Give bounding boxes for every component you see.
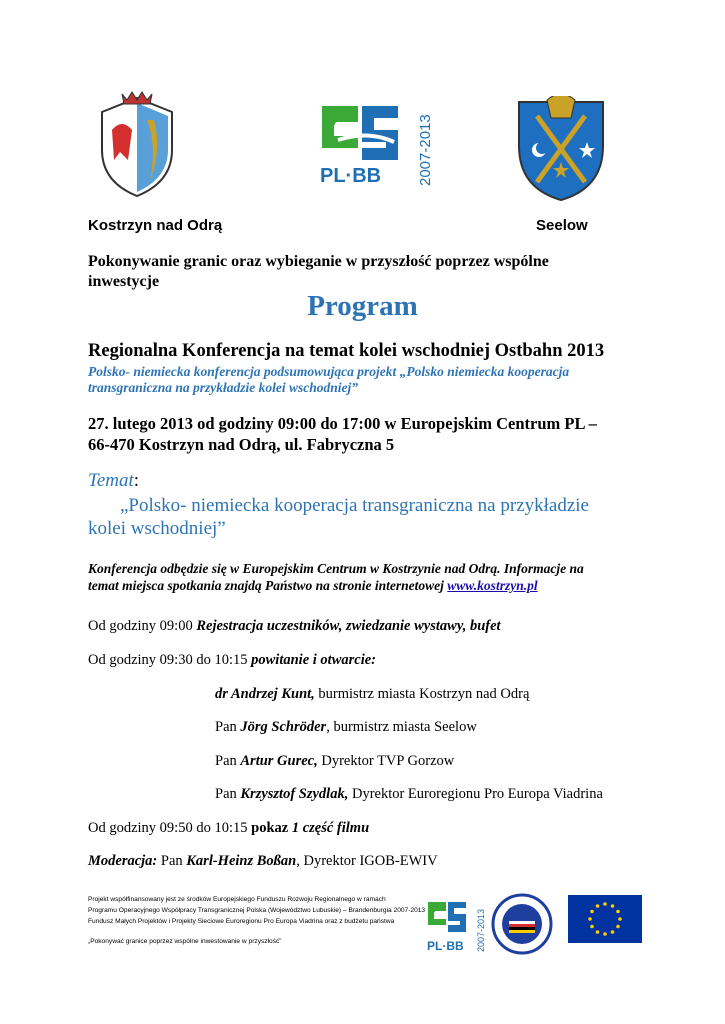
- footer-line-2: Programu Operacyjnego Współpracy Transgranicznej Polska (Województwo Lubuskie) – Brandenburgia 2007-2013: [88, 907, 426, 914]
- footer-line-3: Fundusz Małych Projektów i Projekty Sieciowe Euroregionu Pro Europa Viadrina oraz z budżetu państwa: [88, 918, 395, 925]
- moderation-prefix: Pan: [160, 853, 183, 869]
- topic-heading: [88, 470, 139, 492]
- footer-logo-text: PL·BB: [427, 939, 464, 953]
- speaker-row: [215, 719, 477, 736]
- topic-text: [88, 494, 589, 540]
- footer-line-1: Projekt współfinansowany jest ze środków Europejskiego Funduszu Rozwoju Regionalnego w ramach: [88, 896, 386, 903]
- conference-summary-line-2: transgraniczna na przykładzie kolei wschodniej”: [88, 380, 359, 395]
- speaker-name: dr Andrzej Kunt,: [215, 686, 315, 702]
- logo-years: 2007-2013: [417, 114, 434, 186]
- topic-line-2: kolei wschodniej”: [88, 518, 226, 539]
- schedule-registration: [88, 618, 501, 635]
- schedule-film: [88, 820, 369, 837]
- speaker-role: Dyrektor Euroregionu Pro Europa Viadrina: [351, 786, 603, 802]
- speaker-prefix: Pan: [215, 753, 237, 769]
- subtitle-line-1: Pokonywanie granic oraz wybieganie w przyszłość poprzez wspólne: [88, 253, 549, 270]
- info-paragraph: [88, 560, 584, 594]
- topic-line-1: „Polsko- niemiecka kooperacja transgraniczna na przykładzie: [120, 495, 589, 516]
- conference-title: Regionalna Konferencja na temat kolei wschodniej Ostbahn 2013: [88, 341, 605, 361]
- pl-bb-program-logo-icon: [318, 100, 440, 190]
- info-line-1: Konferencja odbędzie się w Europejskim Centrum w Kostrzynie nad Odrą. Informacje na: [88, 561, 584, 576]
- film-text-italic: 1 część filmu: [291, 820, 370, 836]
- eu-flag-icon: [568, 895, 642, 943]
- moderation-role: , Dyrektor IGOB-EWIV: [296, 853, 438, 869]
- registration-time: Od godziny 09:00: [88, 618, 193, 634]
- speaker-row: [215, 753, 454, 770]
- speaker-row: [215, 786, 603, 803]
- film-time: Od godziny 09:50 do 10:15: [88, 820, 248, 836]
- conference-date-line-2: 66-470 Kostrzyn nad Odrą, ul. Fabryczna 5: [88, 435, 395, 454]
- speaker-role: , burmistrz miasta Seelow: [326, 719, 477, 735]
- seelow-coat-of-arms-icon: [515, 96, 607, 204]
- logo-text: PL·BB: [320, 165, 382, 187]
- moderation-name: Karl-Heinz Boßan: [186, 853, 297, 869]
- program-title: Program: [307, 290, 418, 322]
- footer-funding-text: [88, 894, 425, 927]
- schedule-moderation: [88, 853, 438, 870]
- schedule-welcome: [88, 652, 376, 669]
- topic-colon: :: [133, 470, 140, 491]
- welcome-text: powitanie i otwarcie:: [251, 652, 376, 668]
- footer-logo-years: 2007-2013: [476, 908, 486, 952]
- footer-motto: „Pokonywać granice poprzez wspólne inwestowanie w przyszłość”: [88, 938, 282, 945]
- film-text: pokaz: [251, 820, 289, 836]
- speaker-name: Artur Gurec,: [240, 753, 318, 769]
- info-line-2: [88, 577, 584, 594]
- speaker-name: Krzysztof Szydlak,: [240, 786, 349, 802]
- conference-date-line-1: 27. lutego 2013 od godziny 09:00 do 17:00 w Europejskim Centrum PL –: [88, 414, 597, 433]
- speaker-name: Jörg Schröder: [240, 719, 327, 735]
- conference-date: [88, 413, 597, 455]
- topic-label: Temat: [88, 470, 134, 491]
- conference-summary: [88, 364, 569, 396]
- registration-text: Rejestracja uczestników, zwiedzanie wystawy, bufet: [196, 618, 501, 634]
- speaker-role: Dyrektor TVP Gorzow: [321, 753, 455, 769]
- speaker-prefix: Pan: [215, 786, 237, 802]
- speaker-prefix: Pan: [215, 719, 237, 735]
- kostrzyn-coat-of-arms-icon: [92, 90, 182, 200]
- speaker-row: [215, 686, 529, 703]
- speaker-role: burmistrz miasta Kostrzyn nad Odrą: [318, 686, 530, 702]
- subtitle-line-2: inwestycje: [88, 273, 160, 290]
- footer-pl-bb-logo-icon: [426, 900, 488, 954]
- conference-summary-line-1: Polsko- niemiecka konferencja podsumowująca projekt „Polsko niemiecka kooperacja: [88, 364, 570, 379]
- info-line-2-text: temat miejsca spotkania znajdą Państwo na stronie internetowej: [88, 578, 444, 593]
- welcome-time: Od godziny 09:30 do 10:15: [88, 652, 248, 668]
- subtitle: [88, 252, 549, 292]
- website-link[interactable]: www.kostrzyn.pl: [447, 578, 538, 593]
- right-city-label: Seelow: [536, 217, 588, 234]
- pro-europa-viadrina-badge-icon: [491, 893, 553, 955]
- moderation-label: Moderacja:: [88, 853, 158, 869]
- left-city-label: Kostrzyn nad Odrą: [88, 217, 223, 234]
